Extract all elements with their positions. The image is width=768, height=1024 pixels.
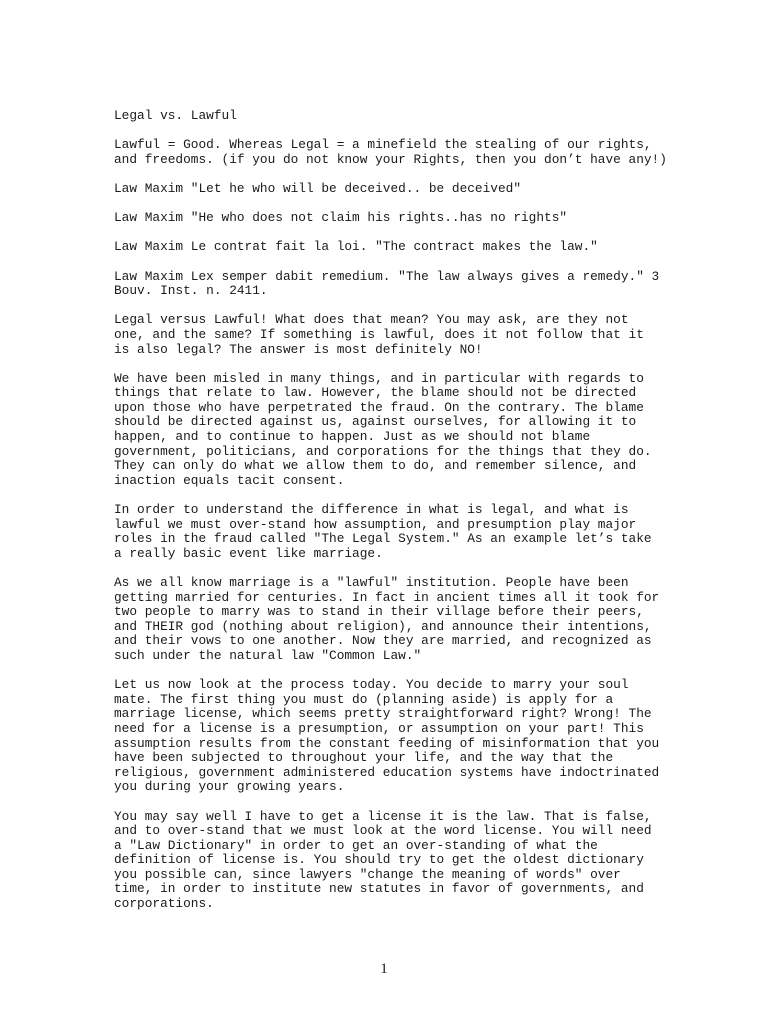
paragraph-assumption: In order to understand the difference in what is legal, and what is lawful we must over-stand how assumption, and presumption play major roles in the fraud called "The Legal System." As an example let’s take a really basic event like marriage. bbox=[114, 502, 652, 561]
paragraph-process-today: Let us now look at the process today. You decide to marry your soul mate. The first thing you must do (planning aside) is apply for a marriage license, which seems pretty straightforward right? Wrong! The need for a license is a presumption, or assumption on your part! This assumption results from the constant feeding of misinformation that you have been subjected to throughout your life, and the way that the religious, government administered education systems have indoctrinated you during your growing years. bbox=[114, 677, 660, 795]
paragraph-misled: We have been misled in many things, and in particular with regards to things that relate to law. However, the blame should not be directed upon those who have perpetrated the fraud. On the contrary. The blame should be directed against us, against ourselves, for allowing it to happen, and to continue to happen. Just as we should not blame government, politicians, and corporations for the things that they do. They can only do what we allow them to do, and remember silence, and inaction equals tacit consent. bbox=[114, 370, 652, 488]
document-body bbox=[114, 109, 674, 926]
paragraph-license: You may say well I have to get a license it is the law. That is false, and to over-stand that we must look at the word license. You will need a "Law Dictionary" in order to get an over-standing of what the definition of license is. You should try to get the oldest dictionary you possible can, since lawyers "change the meaning of words" over time, in order to institute new statutes in favor of governments, and corporations. bbox=[114, 808, 652, 912]
paragraph-maxim-rights: Law Maxim "He who does not claim his rights..has no rights" bbox=[114, 210, 568, 226]
page-number: 1 bbox=[380, 961, 388, 977]
paragraph-maxim-remedy: Law Maxim Lex semper dabit remedium. "The law always gives a remedy." 3 Bouv. Inst. n. 2411. bbox=[114, 268, 660, 299]
paragraph-maxim-contract: Law Maxim Le contrat fait la loi. "The contract makes the law." bbox=[114, 239, 598, 255]
paragraph-definition: Lawful = Good. Whereas Legal = a minefield the stealing of our rights, and freedoms. (if you do not know your Rights, then you don’t have any!) bbox=[114, 137, 667, 167]
paragraph-marriage: As we all know marriage is a "lawful" institution. People have been getting married for centuries. In fact in ancient times all it took for two people to marry was to stand in their village before their peers, and THEIR god (nothing about religion), and announce their intentions, and their vows to one another. Now they are married, and recognized as such under the natural law "Common Law." bbox=[114, 575, 660, 663]
paragraph-legal-versus-lawful: Legal versus Lawful! What does that mean? You may ask, are they not one, and the same? If something is lawful, does it not follow that it is also legal? The answer is most definitely NO! bbox=[114, 312, 644, 357]
document-title: Legal vs. Lawful bbox=[114, 108, 237, 123]
paragraph-maxim-deceived: Law Maxim "Let he who will be deceived.. be deceived" bbox=[114, 180, 522, 196]
